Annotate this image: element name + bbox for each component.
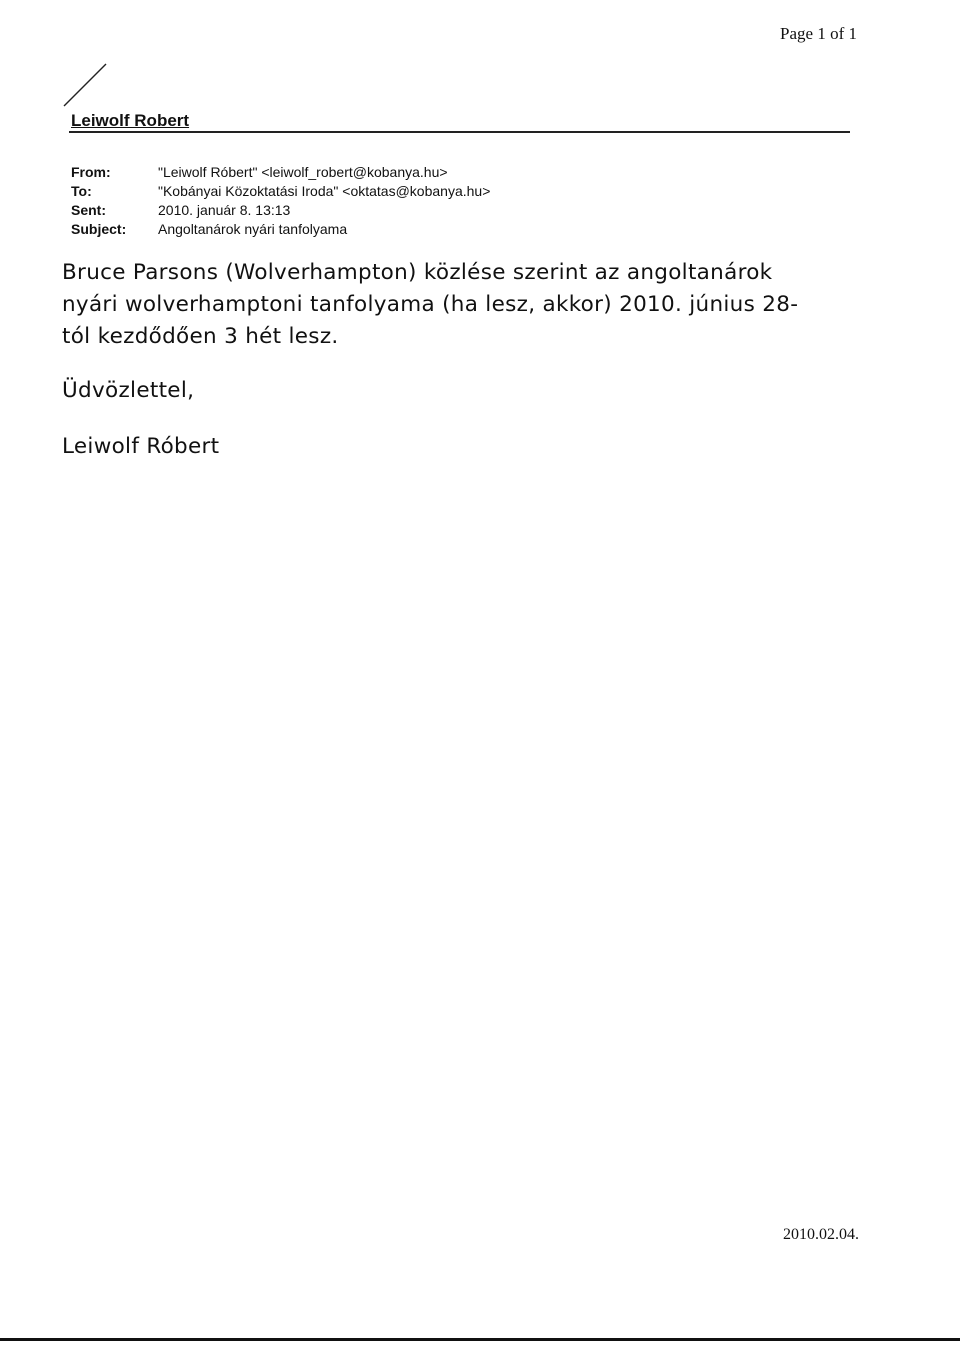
header-label: From: <box>71 164 111 180</box>
body-line: tól kezdődően 3 hét lesz. <box>62 324 339 349</box>
email-headers <box>71 163 490 239</box>
header-value: "Kobányai Közoktatási Iroda" <oktatas@kobanya.hu> <box>158 183 491 199</box>
header-value: 2010. január 8. 13:13 <box>158 202 291 218</box>
header-value: Angoltanárok nyári tanfolyama <box>158 221 348 237</box>
header-subject <box>71 220 490 239</box>
bottom-divider <box>0 1338 960 1341</box>
sender-title: Leiwolf Robert <box>71 111 190 130</box>
header-label: To: <box>71 183 92 199</box>
signature: Leiwolf Róbert <box>62 434 220 459</box>
header-label: Subject: <box>71 221 127 237</box>
handwritten-slash-mark <box>60 60 110 110</box>
title-divider <box>69 131 850 133</box>
header-from <box>71 163 490 182</box>
greeting: Üdvözlettel, <box>62 378 195 403</box>
body-line: nyári wolverhamptoni tanfolyama (ha lesz, akkor) 2010. június 28- <box>62 292 799 317</box>
header-label: Sent: <box>71 202 106 218</box>
message-body <box>62 257 862 353</box>
page-number: Page 1 of 1 <box>780 24 857 43</box>
print-date: 2010.02.04. <box>783 1226 859 1243</box>
header-value: "Leiwolf Róbert" <leiwolf_robert@kobanya.hu> <box>158 164 448 180</box>
header-to <box>71 182 490 201</box>
header-sent <box>71 201 490 220</box>
body-line: Bruce Parsons (Wolverhampton) közlése szerint az angoltanárok <box>62 260 773 285</box>
